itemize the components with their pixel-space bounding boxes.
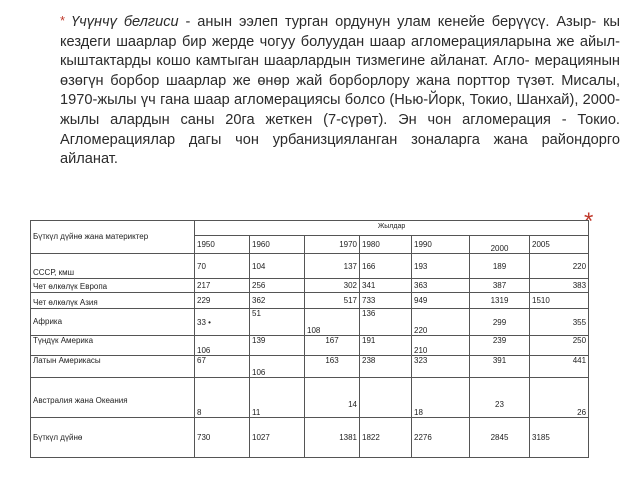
table-cell: [360, 378, 412, 418]
year-header: 1970: [305, 236, 360, 254]
table-cell: 166: [360, 254, 412, 279]
table-cell: 70: [195, 254, 250, 279]
table-cell: 3185: [530, 418, 589, 458]
table-cell: 67: [195, 356, 250, 378]
row-label: Африка: [31, 309, 195, 336]
table-cell: 189: [470, 254, 530, 279]
year-header: 2000: [470, 236, 530, 254]
table-cell: 229: [195, 293, 250, 309]
table-cell: 250: [530, 336, 589, 356]
table-cell: 14: [305, 378, 360, 418]
bullet-lead: Үчүнчү белгиси: [71, 14, 179, 30]
table-cell: 517: [305, 293, 360, 309]
table-cell: 139: [250, 336, 305, 356]
table-cell: 733: [360, 293, 412, 309]
year-header: 1950: [195, 236, 250, 254]
urban-population-table: [30, 220, 589, 458]
table-cell: 256: [250, 279, 305, 293]
row-label: СССР, кмш: [31, 254, 195, 279]
table-cell: 8: [195, 378, 250, 418]
table-cell: 167: [305, 336, 360, 356]
table-cell: 355: [530, 309, 589, 336]
decorative-asterisk-icon: *: [584, 208, 594, 235]
table-cell: 323: [412, 356, 470, 378]
table-cell: 136: [360, 309, 412, 336]
row-label: Латын Америкасы: [31, 356, 195, 378]
table-cell: 730: [195, 418, 250, 458]
table-cell: 104: [250, 254, 305, 279]
table-cell: 362: [250, 293, 305, 309]
table-cell: 1027: [250, 418, 305, 458]
table-cell: 441: [530, 356, 589, 378]
table-cell: 51: [250, 309, 305, 336]
table-cell: 220: [412, 309, 470, 336]
table-cell: 363: [412, 279, 470, 293]
bullet-paragraph: [60, 12, 620, 170]
table-cell: 220: [530, 254, 589, 279]
table-cell: 383: [530, 279, 589, 293]
table-cell: 137: [305, 254, 360, 279]
table-cell: 33 •: [195, 309, 250, 336]
table-cell: 193: [412, 254, 470, 279]
row-label: Чет өлкөлүк Азия: [31, 293, 195, 309]
table-header-label: Бүткүл дүйнө жана материктер: [31, 221, 195, 254]
table-cell: 1319: [470, 293, 530, 309]
bullet-text: - анын ээлеп турган ордунун улам кенейе берүүсү. Азыр- кы кездеги шаарлар бир жерде чогуу болуудан шаар агломерацияларына же айыл-кыштактарды кошо камтыган шаарлардын тизмегине айланат. Агло- мерациянын өзөгүн борбор шаарлар же өнөр жай борборлору жана порттор түзөт. Мисалы, 1970-жылы үч гана шаар агломерациясы болсо (Нью-Йорк, Токио, Шанхай), 2000-жылы алардын саны 20га жеткен (7-сүрөт). Эн чон агломерация - Токио. Агломерациялар дагы чон урбанизцияланган зоналарга жана райондорго айланат.: [60, 14, 620, 168]
table-cell: 210: [412, 336, 470, 356]
years-caption: Жылдар: [195, 221, 589, 236]
table-cell: 2276: [412, 418, 470, 458]
row-label: Түндүк Америка: [31, 336, 195, 356]
table-cell: 18: [412, 378, 470, 418]
table-cell: 1381: [305, 418, 360, 458]
year-header: 2005: [530, 236, 589, 254]
table-cell: 239: [470, 336, 530, 356]
table-cell: 191: [360, 336, 412, 356]
row-label: Австралия жана Океания: [31, 378, 195, 418]
table-cell: 106: [195, 336, 250, 356]
table-cell: 23: [470, 378, 530, 418]
year-header: 1960: [250, 236, 305, 254]
table-cell: 238: [360, 356, 412, 378]
table-cell: 163: [305, 356, 360, 378]
table-cell: 26: [530, 378, 589, 418]
table-cell: 217: [195, 279, 250, 293]
year-header: 1990: [412, 236, 470, 254]
table-cell: 387: [470, 279, 530, 293]
table-cell: 2845: [470, 418, 530, 458]
table-cell: 106: [250, 356, 305, 378]
asterisk-bullet-icon: *: [60, 13, 66, 28]
table-cell: 1510: [530, 293, 589, 309]
table-cell: 949: [412, 293, 470, 309]
table-cell: 302: [305, 279, 360, 293]
table-cell: 299: [470, 309, 530, 336]
row-label: Чет өлкөлүк Европа: [31, 279, 195, 293]
table-cell: 341: [360, 279, 412, 293]
table-cell: 108: [305, 309, 360, 336]
row-label: Бүткүл дүйнө: [31, 418, 195, 458]
table-cell: 391: [470, 356, 530, 378]
year-header: 1980: [360, 236, 412, 254]
table-cell: 11: [250, 378, 305, 418]
table-cell: 1822: [360, 418, 412, 458]
